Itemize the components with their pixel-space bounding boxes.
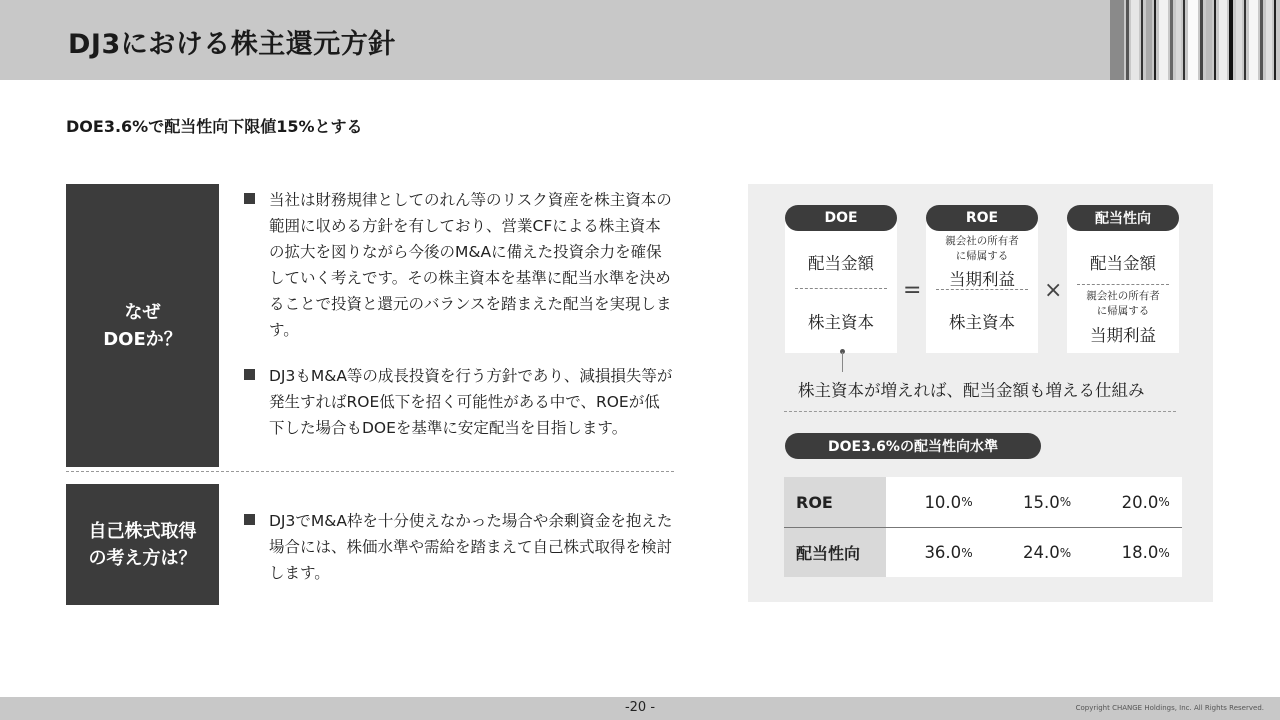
- footer-bar: [0, 697, 1280, 720]
- section-subtitle: DOE3.6%で配当性向下限値15%とする: [66, 117, 363, 136]
- barcode-decoration: [1108, 0, 1280, 80]
- bullet-text: DJ3もM&A等の成長投資を行う方針であり、減損損失等が発生すればROE低下を招く可能性がある中で、ROEが低下した場合もDOEを基準に安定配当を目指します。: [269, 367, 673, 437]
- buyback-label: 自己株式取得 の考え方は？: [66, 484, 219, 605]
- payout-numerator: 配当金額: [1090, 254, 1156, 273]
- table-cell: 18.0 %: [1083, 528, 1182, 577]
- page-number: -20 -: [624, 700, 656, 715]
- fraction-line: [936, 289, 1028, 290]
- doe-numerator: 配当金額: [808, 254, 874, 273]
- table-row: [784, 527, 1182, 577]
- payout-card: [1067, 222, 1179, 353]
- roe-numerator: 当期利益: [949, 270, 1015, 289]
- bullet-text: DJ3でM&A枠を十分使えなかった場合や余剰資金を抱えた場合には、株価水準や需給を踏まえて自己株式取得を検討します。: [269, 512, 673, 582]
- why-doe-label: なぜ DOEか？: [66, 184, 219, 467]
- formula-note: 株主資本が増えれば、配当金額も増える仕組み: [798, 381, 1145, 400]
- fraction-line: [795, 288, 887, 289]
- section-divider: [66, 471, 674, 472]
- header-bar: [0, 0, 1280, 80]
- table-cell: 15.0 %: [985, 477, 1084, 527]
- bullet-square-icon: [244, 369, 255, 380]
- table-row: [784, 477, 1182, 527]
- table-title-pill: DOE3.6%の配当性向水準: [785, 433, 1041, 459]
- bullet-text: 当社は財務規律としてのれん等のリスク資産を株主資本の範囲に収める方針を有しており、営業CFによる株主資本の拡大を図りながら今後のM&Aに備えた投資余力を確保していく考えです。その株主資本を基準に配当水準を決めることで投資と還元のバランスを踏まえた配当を実現します。: [269, 191, 672, 339]
- times-sign: ×: [1044, 278, 1063, 303]
- page-title: DJ3における株主還元方針: [68, 29, 396, 60]
- table-cell: 10.0 %: [886, 477, 985, 527]
- doe-card: [785, 222, 897, 353]
- row-header: 配当性向: [784, 528, 886, 577]
- row-header: ROE: [784, 477, 886, 527]
- table-cell: 20.0 %: [1083, 477, 1182, 527]
- doe-denominator: 株主資本: [808, 313, 874, 332]
- roe-denominator: 株主資本: [949, 313, 1015, 332]
- doe-pill: DOE: [785, 205, 897, 231]
- payout-pill: 配当性向: [1067, 205, 1179, 231]
- roe-card: [926, 222, 1038, 353]
- note-divider: [784, 411, 1176, 412]
- payout-table: [784, 477, 1182, 577]
- roe-pill: ROE: [926, 205, 1038, 231]
- payout-denominator-note: 親会社の所有者 に帰属する: [1086, 290, 1160, 317]
- payout-denominator: 当期利益: [1090, 326, 1156, 345]
- equals-sign: =: [903, 278, 922, 303]
- fraction-line: [1077, 284, 1169, 285]
- roe-numerator-note: 親会社の所有者 に帰属する: [945, 235, 1019, 262]
- table-cell: 36.0 %: [886, 528, 985, 577]
- bullet-square-icon: [244, 193, 255, 204]
- connector-line: [842, 352, 843, 372]
- table-cell: 24.0 %: [985, 528, 1084, 577]
- bullet-square-icon: [244, 514, 255, 525]
- copyright-text: Copyright CHANGE Holdings, Inc. All Rights Reserved.: [1075, 704, 1264, 712]
